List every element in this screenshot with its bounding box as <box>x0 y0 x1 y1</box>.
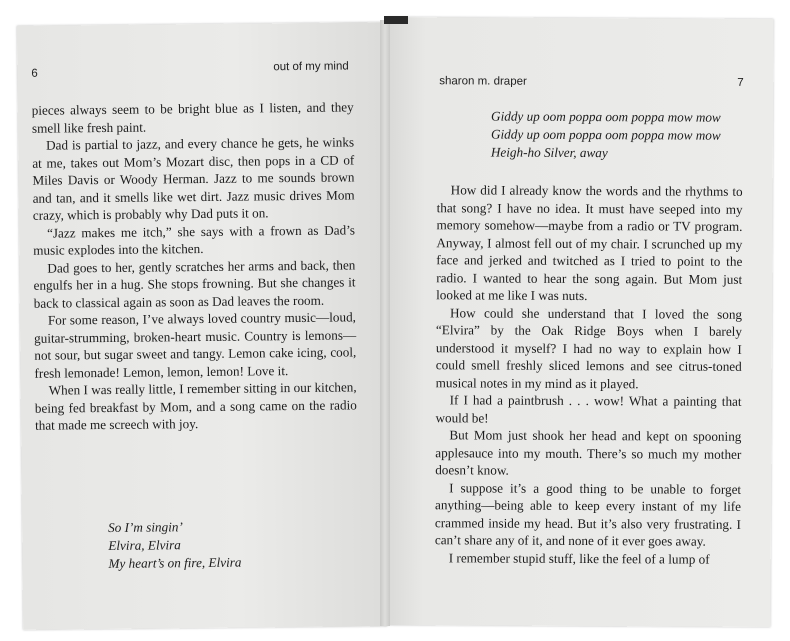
right-paragraph-3: If I had a paintbrush . . . wow! What a painting that would be! <box>435 392 742 426</box>
left-verse-line-1: So I’m singin’ <box>108 519 183 535</box>
left-verse-line-3: My heart’s on fire, Elvira <box>108 554 242 571</box>
right-page-number: 7 <box>737 76 744 89</box>
right-paragraph-1: How did I already know the words and the rhythms to that song? I have no idea. It must have seeped into my memory somehow—maybe from a radio or TV program. Anyway, I almost fell out of my chair. I scrunched up my face and jerked and twitched as I tried to point to the radio. I wanted to hear the song again. But Mom just looked at me like I was nuts. <box>436 182 743 304</box>
left-running-head: out of my mind <box>273 60 349 74</box>
right-song-lyrics <box>491 108 721 163</box>
right-paragraph-2: How could she understand that I loved the song “Elvira” by the Oak Ridge Boys when I barely understood it myself? I had no way to explain how I could smell freshly sliced lemons and see citrus-toned musical notes in my mind as it played. <box>435 304 743 391</box>
left-song-lyrics <box>108 518 242 573</box>
left-paragraph-5: For some reason, I’ve always loved country music—loud, guitar-strumming, broken-heart music. Country is lemons—not sour, but sugar sweet and tangy. Lemon cake icing, cool, fresh lemonade! Lemon, lemon, lemon! Love it. <box>34 309 357 381</box>
left-paragraph-1: pieces always seem to be bright blue as I listen, and they smell like fresh paint. <box>31 99 354 136</box>
left-page-number: 6 <box>31 67 38 80</box>
right-paragraph-6: I remember stupid stuff, like the feel of a lump of <box>448 549 710 567</box>
left-paragraph-3: “Jazz makes me itch,” she says with a frown as Dad’s music explodes into the kitchen. <box>33 221 356 258</box>
left-page <box>17 22 387 630</box>
right-paragraph-5: I suppose it’s a good thing to be unable to forget anything—being able to keep every instant of my life crammed inside my head. But it’s also very frustrating. I can’t share any of it, and none of it ever goes away. <box>434 479 742 549</box>
right-paragraph-4: But Mom just shook her head and kept on spooning applesauce into my mouth. There’s so much my mother doesn’t know. <box>435 427 742 478</box>
right-page <box>384 17 773 627</box>
right-verse-line-3: Heigh-ho Silver, away <box>490 144 608 161</box>
left-paragraph-4: Dad goes to her, gently scratches her arms and back, then engulfs her in a hug. She stops frowning. But she changes it back to classical again as soon as Dad leaves the room. <box>33 256 356 311</box>
right-body-text <box>435 181 743 568</box>
book-gutter <box>380 20 390 626</box>
left-body-text <box>32 98 357 434</box>
book-spine <box>384 16 408 24</box>
right-verse-line-1: Giddy up oom poppa oom poppa mow mow <box>491 108 721 125</box>
left-verse-line-2: Elvira, Elvira <box>108 537 181 553</box>
right-verse-line-2: Giddy up oom poppa oom poppa mow mow <box>490 126 721 143</box>
left-paragraph-2: Dad is partial to jazz, and every chance he gets, he winks at me, takes out Mom’s Mozart disc, then pops in a CD of Miles Davis or Woody Herman. Jazz to me sounds brown and tan, and it smells like wet dirt. Jazz music drives Mom crazy, which is probably why Dad puts it on. <box>32 134 355 223</box>
right-running-head: sharon m. draper <box>439 75 527 88</box>
left-paragraph-6: When I was really little, I remember sitting in our kitchen, being fed breakfast by Mom, and a song came on the radio that made me screech with joy. <box>34 379 357 433</box>
